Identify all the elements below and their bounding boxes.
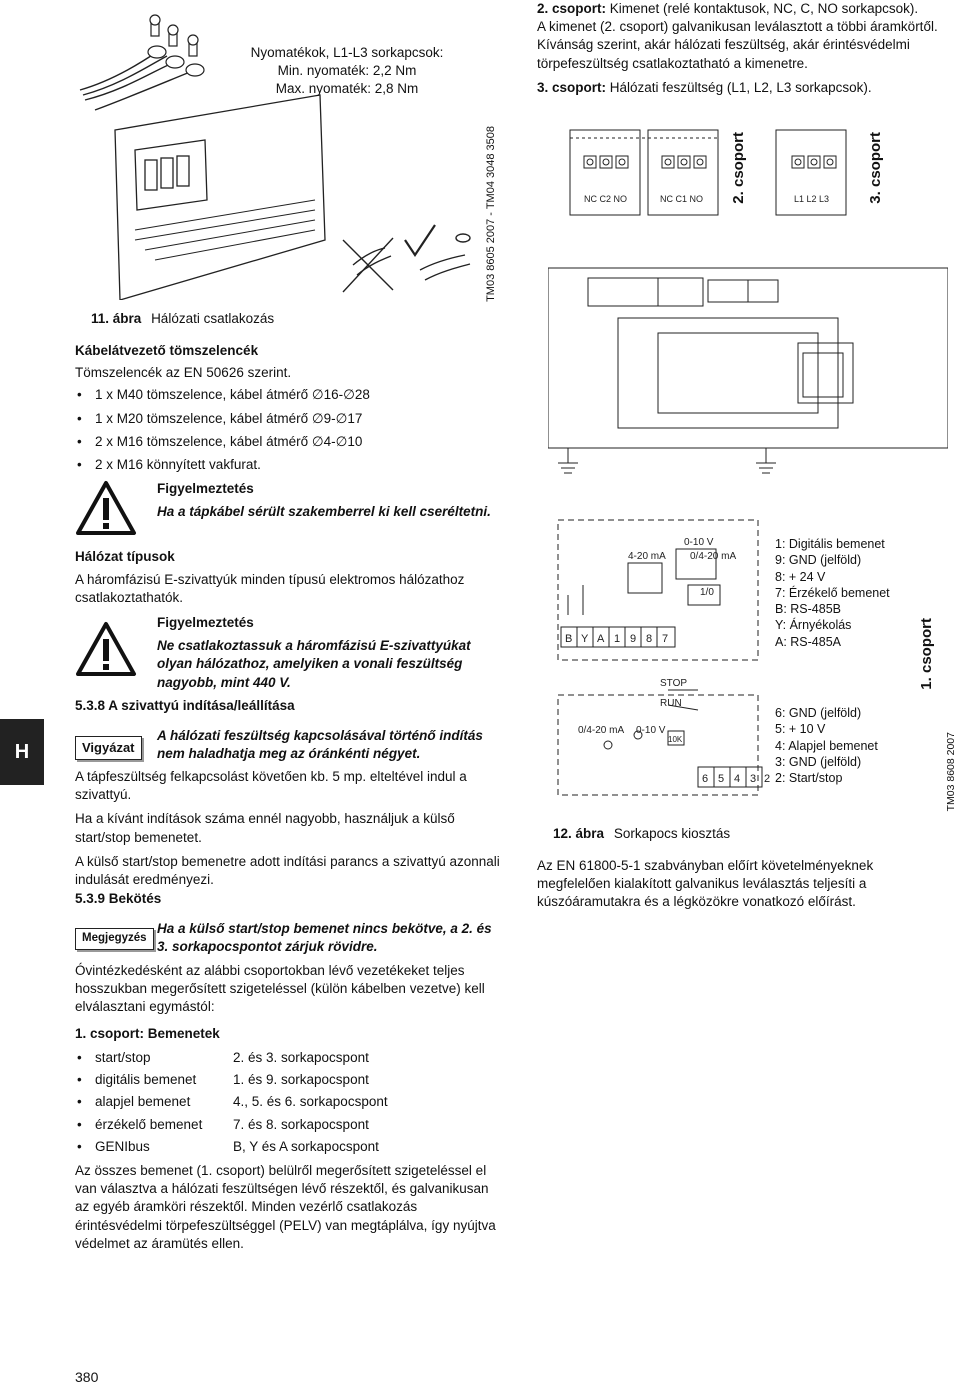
- note-tag-label: Megjegyzés: [75, 928, 154, 950]
- torque-min: Min. nyomaték: 2,2 Nm: [277, 63, 417, 79]
- cable-gland-section: [75, 342, 505, 479]
- section-538-p1: A tápfeszültség felkapcsolást követően kb. 5 mp. elteltével indul a szivattyú.: [75, 769, 467, 803]
- legend-item: 8: + 24 V: [775, 569, 826, 584]
- terminal-3: 3: [750, 773, 757, 785]
- legend-item: A: RS-485A: [775, 634, 842, 649]
- section-539-p1: Óvintézkedésként az alábbi csoportokban lévő vezetékeket teljes hosszukban megerősített szigeteléssel (külön kábelben vezetve) kell elválasztani egymástól:: [75, 963, 485, 1015]
- terminal-7: 7: [662, 633, 669, 645]
- warning-2-body: Ne csatlakoztassuk a háromfázisú E-szivattyúkat olyan hálózathoz, amelyiken a vonali feszültség nagyobb, mint 440 V.: [157, 638, 471, 690]
- list-item: • 2 x M16 tömszelence, kábel átmérő ∅4-∅10: [75, 433, 505, 451]
- warning-1-title: Figyelmeztetés: [157, 481, 254, 496]
- cable-gland-title: Kábelátvezető tömszelencék: [75, 343, 259, 358]
- legend-bottom: [775, 705, 878, 786]
- warning-1-body: Ha a tápkábel sérült szakemberrel ki kell cseréltetni.: [157, 504, 491, 520]
- figure-12-caption-text: Sorkapocs kiosztás: [613, 826, 731, 841]
- caution-tag: [75, 736, 142, 760]
- list-item: • 1 x M40 tömszelence, kábel átmérő ∅16-∅28: [75, 386, 505, 404]
- terminal-6: 6: [702, 773, 709, 785]
- warning-2: [157, 614, 502, 692]
- group1-label: érzékelő bemenet: [95, 1116, 203, 1132]
- legend-top: [775, 536, 890, 650]
- note-tag: [75, 928, 154, 950]
- cable-gland-list: [75, 386, 505, 474]
- right-body-text: Az EN 61800-5-1 szabványban előírt követelményeknek megfelelően kialakított galvanikus leválasztás teljesíti a kúszóáramutakra és a légközökre vonatkozó előírást.: [537, 858, 874, 910]
- label-0-4-20ma: 0/4-20 mA: [690, 551, 737, 562]
- terminal-5: 5: [718, 773, 725, 785]
- group1-label: digitális bemenet: [95, 1072, 197, 1088]
- group3-title: 3. csoport:: [537, 79, 607, 95]
- network-title: Hálózat típusok: [75, 549, 175, 564]
- network-section: [75, 548, 505, 608]
- table-row: • GENIbus B, Y és A sorkapocspont: [75, 1136, 388, 1158]
- terminal-2: 2: [764, 773, 771, 785]
- terminal-a: A: [597, 633, 605, 645]
- legend-item: 9: GND (jelföld): [775, 553, 862, 568]
- label-4-20ma: 4-20 mA: [628, 551, 666, 562]
- legend-item: 1: Digitális bemenet: [775, 537, 885, 551]
- cable-gland-subtitle: Tömszelencék az EN 50626 szerint.: [75, 365, 292, 381]
- legend-item: 5: + 10 V: [775, 722, 826, 737]
- legend-item: Y: Árnyékolás: [775, 618, 852, 633]
- label-run: RUN: [660, 698, 682, 709]
- group2-title: 2. csoport:: [537, 1, 607, 16]
- group2-title-rest: Kimenet (relé kontaktusok, NC, C, NO sorkapcsok).: [606, 1, 919, 16]
- section-538-heading: 5.3.8 A szivattyú indítása/leállítása: [75, 698, 295, 713]
- warning-icon: [75, 480, 137, 541]
- section-538-body: [75, 768, 505, 889]
- group1-label: GENIbus: [95, 1138, 150, 1154]
- table-row: • érzékelő bemenet 7. és 8. sorkapocspont: [75, 1114, 388, 1136]
- torque-block: [237, 44, 457, 99]
- warning-1: [157, 480, 497, 521]
- terminal-b: B: [565, 633, 573, 645]
- terminal-1: 1: [614, 633, 621, 645]
- label-stop: STOP: [660, 678, 688, 689]
- figure-11-caption-text: Hálózati csatlakozás: [151, 311, 275, 326]
- group1-value: 2. és 3. sorkapocspont: [233, 1049, 369, 1065]
- network-body: A háromfázisú E-szivattyúk minden típusú elektromos hálózathoz csatlakoztathatók.: [75, 572, 465, 606]
- label-0-10v-b: 0-10 V: [636, 725, 666, 736]
- section-tab: H: [0, 719, 44, 785]
- group1-heading: 1. csoport: Bemenetek: [75, 1025, 220, 1041]
- group1-value: B, Y és A sorkapocspont: [233, 1138, 379, 1154]
- terminal-9: 9: [630, 633, 637, 645]
- terminal-8: 8: [646, 633, 653, 645]
- legend-item: 7: Érzékelő bemenet: [775, 585, 890, 600]
- group1-label: alapjel bemenet: [95, 1094, 191, 1110]
- group1-value: 7. és 8. sorkapocspont: [233, 1116, 369, 1132]
- page-number: 380: [75, 1369, 99, 1384]
- group1-value: 4., 5. és 6. sorkapocspont: [233, 1094, 388, 1110]
- table-row: • alapjel bemenet 4., 5. és 6. sorkapocspont: [75, 1091, 388, 1113]
- figure-12-tm-code: TM03 8608 2007: [945, 732, 957, 812]
- section-539-body: [75, 962, 505, 1253]
- label-1-0: 1/0: [700, 587, 714, 598]
- figure-12-caption-num: 12. ábra: [553, 826, 605, 841]
- figure-12-caption: [553, 825, 730, 843]
- list-item: • 1 x M20 tömszelence, kábel átmérő ∅9-∅17: [75, 410, 505, 428]
- legend-item: 2: Start/stop: [775, 771, 843, 785]
- group1-table: [75, 1047, 388, 1158]
- note-text: Ha a külső start/stop bemenet nincs bekötve, a 2. és 3. sorkapocspontot zárjuk rövidre.: [157, 921, 492, 955]
- terminals-c: L1 L2 L3: [794, 194, 830, 204]
- figure-11-tm-code: TM03 8605 2007 - TM04 3048 3508: [485, 126, 497, 302]
- group2-vertical-label: 2. csoport: [730, 132, 747, 204]
- group1-label: start/stop: [95, 1049, 151, 1065]
- legend-item: 6: GND (jelföld): [775, 706, 862, 720]
- section-538-p3: A külső start/stop bemenetre adott indítási parancs a szivattyú azonnali indulását eredményezi.: [75, 853, 500, 888]
- list-item: • 2 x M16 könnyített vakfurat.: [75, 456, 505, 474]
- legend-item: B: RS-485B: [775, 602, 842, 616]
- group2-body: A kimenet (2. csoport) galvanikusan leválasztott a többi áramkörtől. Kívánság szerint, akár hálózati feszültség, akár érintésvédelmi törpefeszültség csatlakoztatható a kimenetre.: [537, 19, 938, 71]
- group3-title-rest: Hálózati feszültség (L1, L2, L3 sorkapcsok).: [606, 79, 872, 95]
- label-10k: 10K: [668, 735, 683, 744]
- torque-label: Nyomatékok, L1-L3 sorkapcsok:: [250, 45, 444, 60]
- warning-2-title: Figyelmeztetés: [157, 615, 254, 630]
- torque-max: Max. nyomaték: 2,8 Nm: [275, 81, 419, 97]
- group1-value: 1. és 9. sorkapocspont: [233, 1072, 369, 1088]
- caution-tag-label: Vigyázat: [75, 736, 142, 760]
- section-539-p2: Az összes bemenet (1. csoport) belülről megerősített szigeteléssel el van választva a hálózati feszültségen lévő részektől, és galvanikusan az egyéb áramköri részektől. Minden vezérlő csatlakozás érintésvédelmi törpefeszültséggel (PELV) van megtáplálva, így nyújtva védelmet az áramütés ellen.: [75, 1162, 496, 1251]
- figure-11-caption: [91, 310, 274, 328]
- terminals-a: NC C2 NO: [584, 194, 628, 204]
- warning-icon: [75, 621, 137, 682]
- legend-item: 4: Alapjel bemenet: [775, 738, 878, 753]
- caution-text: A hálózati feszültség kapcsolásával történő indítás nem haladhatja meg az óránkénti négyet.: [157, 728, 483, 762]
- label-0-10v: 0-10 V: [684, 537, 714, 548]
- table-row: • start/stop 2. és 3. sorkapocspont: [75, 1047, 388, 1069]
- section-539-heading: 5.3.9 Bekötés: [75, 891, 162, 906]
- figure-12: [548, 505, 778, 815]
- group1-vertical-label: 1. csoport: [918, 618, 935, 690]
- group3-vertical-label: 3. csoport: [867, 132, 884, 204]
- wiring-diagram-top: [548, 118, 948, 478]
- figure-11-caption-num: 11. ábra: [91, 311, 142, 326]
- legend-item: 3: GND (jelföld): [775, 754, 862, 769]
- terminal-y: Y: [581, 633, 589, 645]
- figure-12-drawing: [548, 505, 778, 815]
- terminal-4: 4: [734, 773, 741, 785]
- terminals-b: NC C1 NO: [660, 194, 704, 204]
- table-row: • digitális bemenet 1. és 9. sorkapocspont: [75, 1069, 388, 1091]
- group2-paragraph: [537, 0, 949, 97]
- section-538-p2: Ha a kívánt indítások száma ennél nagyobb, használjuk a külső start/stop bemenetet.: [75, 811, 455, 845]
- label-0-4-20ma-b: 0/4-20 mA: [578, 725, 625, 736]
